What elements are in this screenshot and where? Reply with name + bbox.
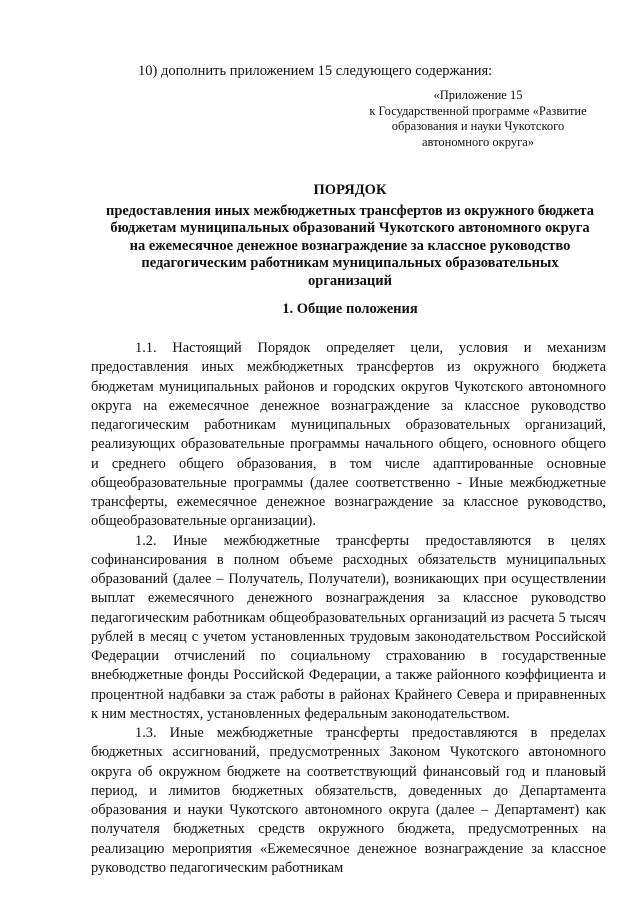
section-heading: 1. Общие положения (282, 301, 418, 317)
document-body (91, 339, 606, 878)
paragraph-1-3: 1.3. Иные межбюджетные трансферты предоставляются в пределах бюджетных ассигнований, предусмотренных Законом Чукотского автономного округа об окружном бюджете на соответствующий финансовый год и плановый период, и лимитов бюджетных обязательств, доведенных до Департамента образования и науки Чукотского автономного округа (далее – Департамент) как получателя бюджетных средств окружного бюджета, предусмотренных на реализацию мероприятия «Ежемесячное денежное вознаграждение за классное руководство педагогическим работникам (91, 725, 606, 876)
paragraph-1-2: 1.2. Иные межбюджетные трансферты предоставляются в целях софинансирования в полном объеме расходных обязательств муниципальных образований (далее – Получатель, Получатели), возникающих при осуществлении выплат ежемесячного денежного вознаграждения за классное руководство педагогическим работникам общеобразовательных организаций из расчета 5 тысяч рублей в месяц с учетом установленных трудовым законодательством Российской Федерации отчислений по социальному страхованию в государственные внебюджетные фонды Российской Федерации, а также районного коэффициента и процентной надбавки за стаж работы в районах Крайнего Севера и приравненных к ним местностях, установленных федеральным законодательством. (91, 532, 606, 722)
annex-line: «Приложение 15 (433, 88, 523, 102)
intro-line: 10) дополнить приложением 15 следующего содержания: (138, 63, 493, 79)
annex-line: образования и науки Чукотского (391, 119, 565, 133)
title-line: организаций (308, 272, 392, 289)
title-main: ПОРЯДОК (313, 182, 387, 198)
annex-reference (352, 88, 604, 150)
title-line: предоставления иных межбюджетных трансфертов из окружного бюджета (106, 202, 594, 219)
title-line: педагогическим работникам муниципальных образовательных (141, 255, 559, 271)
document-title (80, 182, 620, 290)
annex-line: автономного округа» (421, 134, 534, 149)
title-line: на ежемесячное денежное вознаграждение за классное руководство (129, 237, 571, 254)
title-line: бюджетам муниципальных образований Чукотского автономного округа (110, 220, 590, 236)
annex-line: к Государственной программе «Развитие (369, 103, 587, 118)
paragraph-1-1: 1.1. Настоящий Порядок определяет цели, условия и механизм предоставления иных межбюджетных трансфертов из окружного бюджета бюджетам муниципальных районов и городских округов Чукотского автономного округа на ежемесячное денежное вознаграждение за классное руководство педагогическим работникам муниципальных образовательных организаций, реализующих образовательные программы начального общего, основного общего и среднего общего образования, в том числе адаптированные основные общеобразовательные программы (далее соответственно - Иные межбюджетные трансферты, ежемесячное денежное вознаграждение за классное руководство, общеобразовательные организации). (91, 340, 606, 530)
